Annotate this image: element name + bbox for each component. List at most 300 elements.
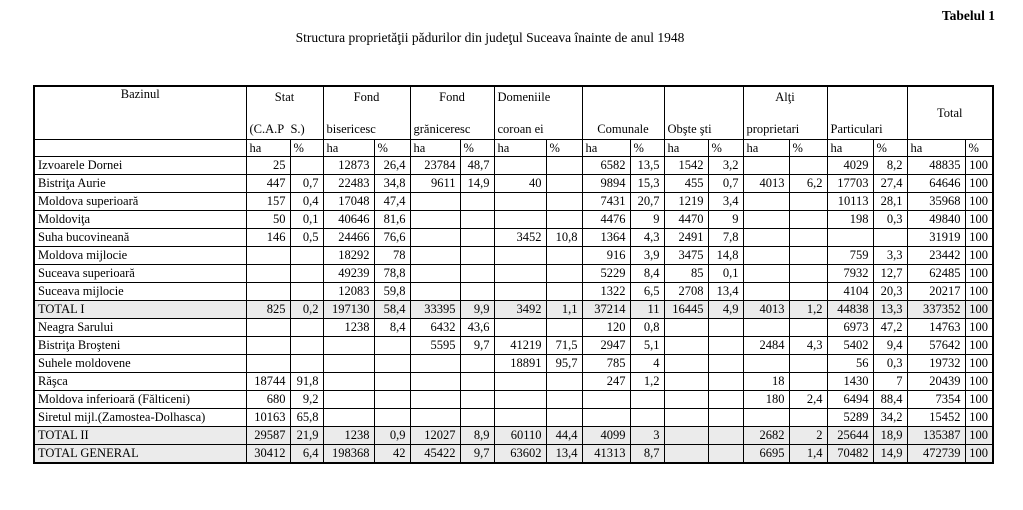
header-line: Total bbox=[936, 105, 963, 120]
data-cell: 100 bbox=[965, 373, 993, 391]
unit-pct-label: % bbox=[708, 140, 743, 157]
data-cell: 7932 bbox=[827, 265, 873, 283]
row-name: Moldova inferioară (Fălticeni) bbox=[34, 391, 246, 409]
data-cell bbox=[743, 247, 789, 265]
data-cell: 4,9 bbox=[708, 301, 743, 319]
data-cell bbox=[789, 409, 827, 427]
data-cell bbox=[546, 193, 582, 211]
data-cell: 30412 bbox=[246, 445, 290, 464]
unit-pct-label: % bbox=[374, 140, 410, 157]
data-cell bbox=[582, 391, 630, 409]
row-name: Suhele moldovene bbox=[34, 355, 246, 373]
data-cell: 6432 bbox=[410, 319, 460, 337]
data-cell bbox=[290, 247, 323, 265]
data-cell: 9894 bbox=[582, 175, 630, 193]
data-cell: 13,4 bbox=[546, 445, 582, 464]
data-cell bbox=[743, 193, 789, 211]
data-cell bbox=[546, 175, 582, 193]
table-number-label: Tabelul 1 bbox=[941, 8, 995, 23]
data-cell bbox=[410, 373, 460, 391]
data-cell bbox=[374, 373, 410, 391]
data-cell: 3475 bbox=[664, 247, 708, 265]
data-cell: 34,8 bbox=[374, 175, 410, 193]
data-cell bbox=[664, 355, 708, 373]
data-cell bbox=[743, 283, 789, 301]
data-cell: 1364 bbox=[582, 229, 630, 247]
table-row bbox=[34, 427, 993, 445]
data-cell: 29587 bbox=[246, 427, 290, 445]
data-cell bbox=[290, 265, 323, 283]
data-cell: 18292 bbox=[323, 247, 374, 265]
data-cell: 6582 bbox=[582, 157, 630, 175]
table-row bbox=[34, 283, 993, 301]
data-cell: 100 bbox=[965, 391, 993, 409]
data-cell: 13,3 bbox=[873, 301, 907, 319]
data-cell: 4470 bbox=[664, 211, 708, 229]
table-row bbox=[34, 247, 993, 265]
data-cell: 20439 bbox=[907, 373, 965, 391]
col-group-obstesti bbox=[664, 86, 743, 140]
data-cell: 13,5 bbox=[630, 157, 664, 175]
data-cell: 9,2 bbox=[290, 391, 323, 409]
header-line: grăniceresc bbox=[413, 122, 471, 136]
data-cell: 0,3 bbox=[873, 211, 907, 229]
data-cell bbox=[460, 193, 494, 211]
data-cell: 1542 bbox=[664, 157, 708, 175]
data-cell: 180 bbox=[743, 391, 789, 409]
data-cell bbox=[827, 229, 873, 247]
data-cell: 91,8 bbox=[290, 373, 323, 391]
data-cell bbox=[374, 337, 410, 355]
data-cell: 3,2 bbox=[708, 157, 743, 175]
header-line bbox=[583, 87, 664, 90]
data-cell bbox=[410, 193, 460, 211]
data-cell bbox=[246, 247, 290, 265]
data-cell bbox=[410, 247, 460, 265]
data-cell: 100 bbox=[965, 247, 993, 265]
row-name: Suceava superioară bbox=[34, 265, 246, 283]
data-cell: 4104 bbox=[827, 283, 873, 301]
data-cell: 6,4 bbox=[290, 445, 323, 464]
unit-blank-cell bbox=[34, 140, 246, 157]
unit-ha-label: ha bbox=[743, 140, 789, 157]
data-cell: 0,8 bbox=[630, 319, 664, 337]
data-cell: 3,3 bbox=[873, 247, 907, 265]
data-cell: 27,4 bbox=[873, 175, 907, 193]
data-cell bbox=[410, 211, 460, 229]
data-cell: 33395 bbox=[410, 301, 460, 319]
data-cell: 25 bbox=[246, 157, 290, 175]
data-cell: 35968 bbox=[907, 193, 965, 211]
data-cell bbox=[708, 319, 743, 337]
data-cell: 2484 bbox=[743, 337, 789, 355]
data-cell: 18 bbox=[743, 373, 789, 391]
header-line: Domeniile bbox=[497, 90, 551, 104]
header-line bbox=[828, 87, 907, 90]
data-cell bbox=[664, 445, 708, 464]
data-cell: 916 bbox=[582, 247, 630, 265]
header-line: bisericesc bbox=[326, 122, 376, 136]
data-cell: 8,9 bbox=[460, 427, 494, 445]
header-line bbox=[665, 87, 743, 90]
data-cell: 40646 bbox=[323, 211, 374, 229]
data-cell: 447 bbox=[246, 175, 290, 193]
data-cell: 57642 bbox=[907, 337, 965, 355]
data-cell: 1322 bbox=[582, 283, 630, 301]
data-cell: 85 bbox=[664, 265, 708, 283]
data-cell: 1,4 bbox=[789, 445, 827, 464]
data-cell: 4,3 bbox=[789, 337, 827, 355]
data-cell bbox=[743, 319, 789, 337]
col-group-comunale bbox=[582, 86, 664, 140]
col-group-domeniile-coroanei bbox=[494, 86, 582, 140]
data-cell: 26,4 bbox=[374, 157, 410, 175]
data-cell bbox=[546, 265, 582, 283]
data-cell: 100 bbox=[965, 319, 993, 337]
data-cell bbox=[494, 247, 546, 265]
unit-pct-label: % bbox=[546, 140, 582, 157]
data-cell: 4029 bbox=[827, 157, 873, 175]
data-cell: 12,7 bbox=[873, 265, 907, 283]
unit-ha-label: ha bbox=[246, 140, 290, 157]
data-cell: 41313 bbox=[582, 445, 630, 464]
data-cell bbox=[789, 319, 827, 337]
data-cell bbox=[708, 337, 743, 355]
table-row bbox=[34, 355, 993, 373]
header-line: Fond bbox=[353, 90, 380, 104]
header-line: Obşte şti bbox=[667, 122, 712, 136]
data-cell: 48,7 bbox=[460, 157, 494, 175]
data-cell bbox=[494, 157, 546, 175]
data-cell: 2,4 bbox=[789, 391, 827, 409]
data-cell bbox=[546, 373, 582, 391]
data-cell: 1238 bbox=[323, 427, 374, 445]
data-cell: 37214 bbox=[582, 301, 630, 319]
data-cell: 6,5 bbox=[630, 283, 664, 301]
unit-ha-label: ha bbox=[323, 140, 374, 157]
col-group-particulari bbox=[827, 86, 907, 140]
data-cell: 40 bbox=[494, 175, 546, 193]
header-line: Comunale bbox=[597, 122, 649, 136]
data-cell bbox=[664, 373, 708, 391]
forest-ownership-table bbox=[33, 85, 994, 464]
table-row bbox=[34, 319, 993, 337]
table-row bbox=[34, 175, 993, 193]
data-cell: 100 bbox=[965, 193, 993, 211]
data-cell: 14,9 bbox=[873, 445, 907, 464]
data-cell: 9,7 bbox=[460, 445, 494, 464]
data-cell: 5229 bbox=[582, 265, 630, 283]
data-cell: 6494 bbox=[827, 391, 873, 409]
header-line: Alţi bbox=[775, 90, 795, 104]
page-title: Structura proprietăţii pădurilor din judeţul Suceava înainte de anul 1948 bbox=[295, 30, 685, 45]
data-cell: 472739 bbox=[907, 445, 965, 464]
data-cell: 8,4 bbox=[630, 265, 664, 283]
col-group-stat bbox=[246, 86, 323, 140]
data-cell: 6973 bbox=[827, 319, 873, 337]
row-name: Suha bucovineană bbox=[34, 229, 246, 247]
data-cell bbox=[246, 355, 290, 373]
unit-ha-label: ha bbox=[664, 140, 708, 157]
data-cell bbox=[460, 265, 494, 283]
row-name: TOTAL I bbox=[34, 301, 246, 319]
data-cell bbox=[494, 409, 546, 427]
data-cell bbox=[546, 319, 582, 337]
data-cell: 47,2 bbox=[873, 319, 907, 337]
data-cell: 157 bbox=[246, 193, 290, 211]
data-cell bbox=[664, 337, 708, 355]
data-cell: 100 bbox=[965, 427, 993, 445]
data-cell: 88,4 bbox=[873, 391, 907, 409]
data-cell: 4476 bbox=[582, 211, 630, 229]
data-cell: 71,5 bbox=[546, 337, 582, 355]
data-cell: 14,8 bbox=[708, 247, 743, 265]
unit-pct-label: % bbox=[290, 140, 323, 157]
data-cell bbox=[374, 391, 410, 409]
data-cell bbox=[494, 391, 546, 409]
unit-ha-label: ha bbox=[494, 140, 546, 157]
data-cell: 100 bbox=[965, 157, 993, 175]
row-name: Moldova mijlocie bbox=[34, 247, 246, 265]
data-cell bbox=[743, 265, 789, 283]
data-cell: 5289 bbox=[827, 409, 873, 427]
data-cell: 16445 bbox=[664, 301, 708, 319]
data-cell: 25644 bbox=[827, 427, 873, 445]
data-cell: 100 bbox=[965, 445, 993, 464]
data-cell: 0,2 bbox=[290, 301, 323, 319]
data-cell: 45422 bbox=[410, 445, 460, 464]
data-cell bbox=[743, 355, 789, 373]
row-name: Izvoarele Dornei bbox=[34, 157, 246, 175]
data-cell: 759 bbox=[827, 247, 873, 265]
unit-row bbox=[34, 140, 993, 157]
col-header-bazinul: Bazinul bbox=[34, 86, 246, 140]
data-cell: 7431 bbox=[582, 193, 630, 211]
data-cell: 9,7 bbox=[460, 337, 494, 355]
data-cell: 43,6 bbox=[460, 319, 494, 337]
data-cell: 100 bbox=[965, 337, 993, 355]
table-row bbox=[34, 337, 993, 355]
data-cell: 0,3 bbox=[873, 355, 907, 373]
data-cell bbox=[546, 211, 582, 229]
data-cell: 2947 bbox=[582, 337, 630, 355]
unit-pct-label: % bbox=[630, 140, 664, 157]
row-name: Bistriţa Broşteni bbox=[34, 337, 246, 355]
data-cell: 2682 bbox=[743, 427, 789, 445]
data-cell: 120 bbox=[582, 319, 630, 337]
data-cell: 0,9 bbox=[374, 427, 410, 445]
data-cell: 4013 bbox=[743, 175, 789, 193]
data-cell bbox=[708, 427, 743, 445]
table-row bbox=[34, 211, 993, 229]
data-cell: 4013 bbox=[743, 301, 789, 319]
data-cell: 11 bbox=[630, 301, 664, 319]
data-cell: 76,6 bbox=[374, 229, 410, 247]
data-cell: 7354 bbox=[907, 391, 965, 409]
data-cell bbox=[789, 193, 827, 211]
data-cell: 680 bbox=[246, 391, 290, 409]
data-cell bbox=[789, 355, 827, 373]
data-cell bbox=[708, 445, 743, 464]
data-cell: 1238 bbox=[323, 319, 374, 337]
data-cell: 100 bbox=[965, 301, 993, 319]
data-cell bbox=[410, 283, 460, 301]
data-cell bbox=[546, 409, 582, 427]
data-cell: 34,2 bbox=[873, 409, 907, 427]
data-cell: 785 bbox=[582, 355, 630, 373]
data-cell: 8,2 bbox=[873, 157, 907, 175]
data-cell: 8,4 bbox=[374, 319, 410, 337]
data-cell: 5,1 bbox=[630, 337, 664, 355]
data-cell bbox=[460, 283, 494, 301]
data-cell: 247 bbox=[582, 373, 630, 391]
data-cell: 81,6 bbox=[374, 211, 410, 229]
data-cell bbox=[290, 355, 323, 373]
data-cell bbox=[546, 283, 582, 301]
data-cell: 62485 bbox=[907, 265, 965, 283]
data-cell: 100 bbox=[965, 265, 993, 283]
data-cell bbox=[410, 355, 460, 373]
header-line: Particulari bbox=[830, 122, 883, 136]
data-cell: 12873 bbox=[323, 157, 374, 175]
data-cell bbox=[246, 337, 290, 355]
data-cell bbox=[323, 373, 374, 391]
data-cell: 50 bbox=[246, 211, 290, 229]
data-cell: 49840 bbox=[907, 211, 965, 229]
data-cell: 19732 bbox=[907, 355, 965, 373]
data-cell: 70482 bbox=[827, 445, 873, 464]
data-cell: 6,2 bbox=[789, 175, 827, 193]
data-cell bbox=[743, 229, 789, 247]
data-cell bbox=[582, 409, 630, 427]
table-row bbox=[34, 445, 993, 464]
data-cell bbox=[743, 157, 789, 175]
data-cell: 337352 bbox=[907, 301, 965, 319]
data-cell: 20,3 bbox=[873, 283, 907, 301]
data-cell bbox=[664, 427, 708, 445]
data-cell bbox=[374, 355, 410, 373]
data-cell: 9 bbox=[630, 211, 664, 229]
data-cell: 1,2 bbox=[630, 373, 664, 391]
unit-ha-label: ha bbox=[827, 140, 873, 157]
data-cell: 20217 bbox=[907, 283, 965, 301]
data-cell bbox=[789, 283, 827, 301]
data-cell bbox=[290, 337, 323, 355]
data-cell: 23784 bbox=[410, 157, 460, 175]
data-cell: 100 bbox=[965, 355, 993, 373]
data-cell bbox=[789, 373, 827, 391]
data-cell bbox=[460, 373, 494, 391]
table-row bbox=[34, 409, 993, 427]
data-cell: 3,9 bbox=[630, 247, 664, 265]
data-cell bbox=[708, 409, 743, 427]
row-name: TOTAL GENERAL bbox=[34, 445, 246, 464]
data-cell: 17048 bbox=[323, 193, 374, 211]
data-cell bbox=[789, 157, 827, 175]
data-cell: 6695 bbox=[743, 445, 789, 464]
data-cell: 49239 bbox=[323, 265, 374, 283]
header-line: Fond bbox=[439, 90, 465, 104]
data-cell: 9611 bbox=[410, 175, 460, 193]
col-group-fond-graniceresc bbox=[410, 86, 494, 140]
data-cell: 198 bbox=[827, 211, 873, 229]
data-cell: 63602 bbox=[494, 445, 546, 464]
data-cell: 4099 bbox=[582, 427, 630, 445]
data-cell: 47,4 bbox=[374, 193, 410, 211]
data-cell: 64646 bbox=[907, 175, 965, 193]
table-row bbox=[34, 193, 993, 211]
col-group-total bbox=[907, 86, 993, 140]
data-cell: 2708 bbox=[664, 283, 708, 301]
table-row bbox=[34, 265, 993, 283]
data-cell bbox=[546, 247, 582, 265]
data-cell bbox=[708, 373, 743, 391]
unit-ha-label: ha bbox=[582, 140, 630, 157]
data-cell: 18891 bbox=[494, 355, 546, 373]
data-cell: 4 bbox=[630, 355, 664, 373]
header-line: Stat bbox=[274, 90, 295, 104]
data-cell: 146 bbox=[246, 229, 290, 247]
data-cell: 24466 bbox=[323, 229, 374, 247]
data-cell bbox=[460, 355, 494, 373]
data-cell bbox=[664, 319, 708, 337]
data-cell: 100 bbox=[965, 175, 993, 193]
data-cell: 48835 bbox=[907, 157, 965, 175]
data-cell bbox=[410, 229, 460, 247]
unit-pct-label: % bbox=[873, 140, 907, 157]
data-cell bbox=[743, 211, 789, 229]
unit-pct-label: % bbox=[789, 140, 827, 157]
data-cell: 58,4 bbox=[374, 301, 410, 319]
data-cell bbox=[460, 409, 494, 427]
data-cell bbox=[374, 409, 410, 427]
data-cell bbox=[410, 391, 460, 409]
data-cell bbox=[494, 319, 546, 337]
data-cell bbox=[460, 229, 494, 247]
row-name: TOTAL II bbox=[34, 427, 246, 445]
data-cell: 9 bbox=[708, 211, 743, 229]
data-cell: 198368 bbox=[323, 445, 374, 464]
data-cell: 100 bbox=[965, 229, 993, 247]
data-cell: 44,4 bbox=[546, 427, 582, 445]
data-cell: 18,9 bbox=[873, 427, 907, 445]
table-row bbox=[34, 157, 993, 175]
data-cell bbox=[323, 355, 374, 373]
row-name: Suceava mijlocie bbox=[34, 283, 246, 301]
data-cell: 0,1 bbox=[708, 265, 743, 283]
data-cell: 3,4 bbox=[708, 193, 743, 211]
data-cell: 3452 bbox=[494, 229, 546, 247]
data-cell: 18744 bbox=[246, 373, 290, 391]
data-cell: 20,7 bbox=[630, 193, 664, 211]
data-cell bbox=[290, 157, 323, 175]
data-cell: 0,7 bbox=[290, 175, 323, 193]
data-cell: 8,7 bbox=[630, 445, 664, 464]
data-cell bbox=[323, 409, 374, 427]
data-cell: 7,8 bbox=[708, 229, 743, 247]
data-cell bbox=[789, 211, 827, 229]
row-name: Moldoviţa bbox=[34, 211, 246, 229]
data-cell bbox=[789, 247, 827, 265]
data-cell bbox=[546, 391, 582, 409]
data-cell: 10163 bbox=[246, 409, 290, 427]
data-cell: 0,7 bbox=[708, 175, 743, 193]
row-name: Bistriţa Aurie bbox=[34, 175, 246, 193]
table-row bbox=[34, 391, 993, 409]
data-cell: 9,4 bbox=[873, 337, 907, 355]
data-cell: 2491 bbox=[664, 229, 708, 247]
header-line: coroan ei bbox=[497, 122, 544, 136]
